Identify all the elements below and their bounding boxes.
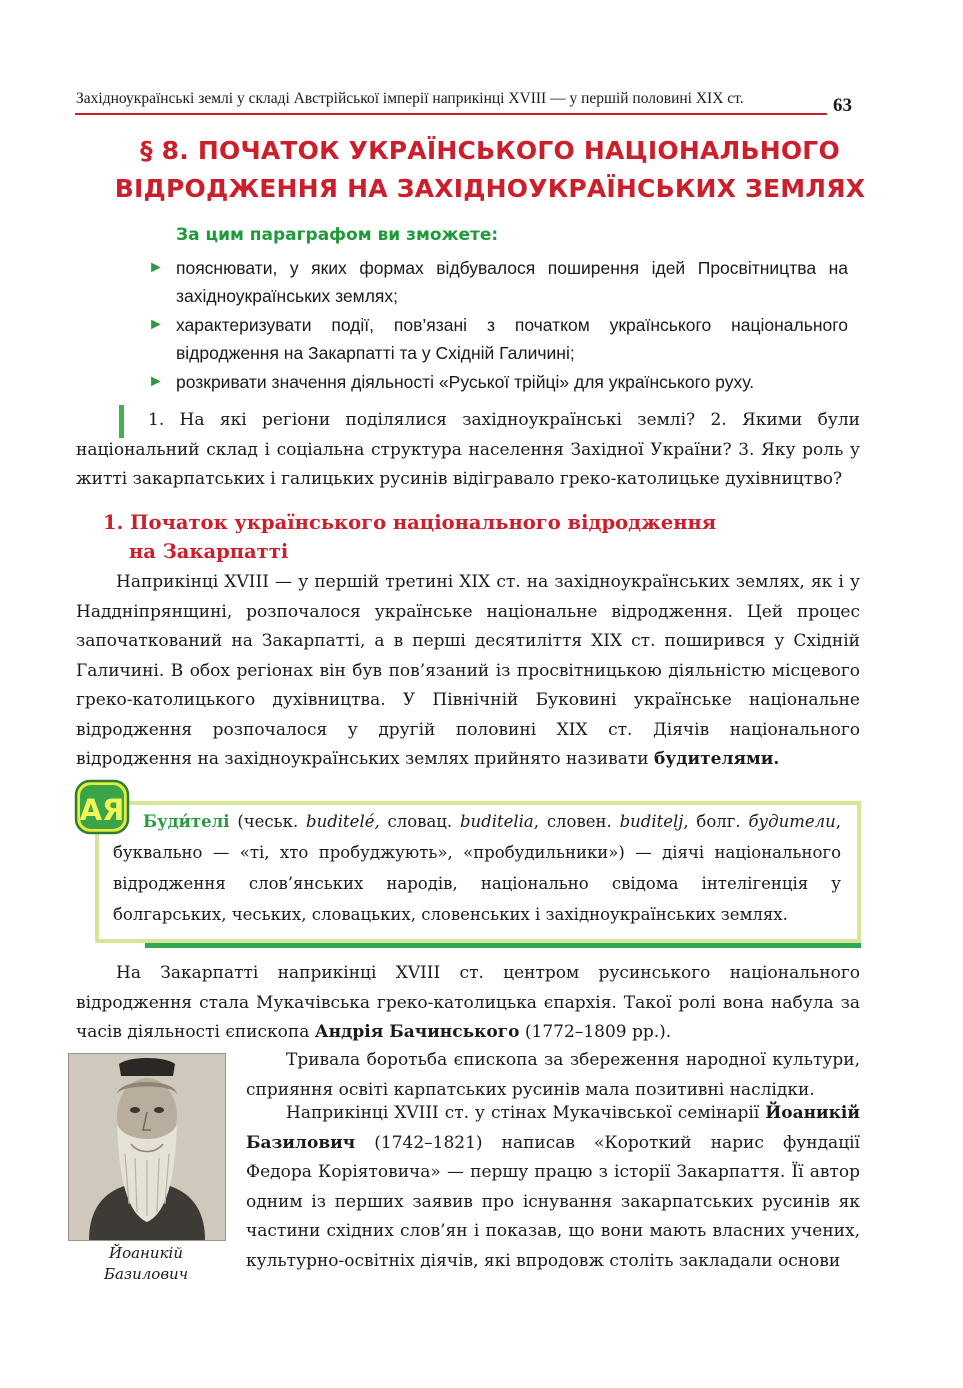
body-paragraph-3: Тривала боротьба єпископа за збереження народної культури, сприяння освіті карпатських русинів мала позитивні наслідки. [246,1050,860,1100]
triangle-bullet-icon: ► [148,259,164,276]
title-line-1: § 8. ПОЧАТОК УКРАЇНСЬКОГО НАЦІОНАЛЬНОГО [140,136,840,165]
body-paragraph-1: Наприкінці XVIII — у першій третині XIX ст. на західноукраїнських землях, як і у Наддніпрянщині, розпочалося українське національне відродження. Цей процес започаткований на Закарпатті, а в перші десятиліття XIX ст. поширився у Східній Галичині. В обох регіонах він був пов’язаний із просвітницькою діяльністю місцевого греко-католицького духівництва. У Північній Буковині українське національне відродження розпочалося у другій половині XIX ст. Діячів національного відродження на західноукраїнських землях прийнято називати будителями. [76,572,860,769]
page-title [60,132,920,208]
dictionary-badge-icon [74,779,130,835]
goal-item: ► характеризувати події, пов’язані з початком українського національного відродження на Закарпатті та у Східній Галичині; [148,311,848,367]
portrait-image [68,1053,226,1241]
portrait-engraving [69,1054,225,1240]
section-heading-line-2: на Закарпатті [129,540,289,563]
title-line-2: ВІДРОДЖЕННЯ НА ЗАХІДНОУКРАЇНСЬКИХ ЗЕМЛЯХ [114,174,866,203]
header-rule [75,113,827,115]
review-questions: 1. На які регіони поділялися західноукраїнські землі? 2. Якими були національний склад і соціальна структура населення Західної України? 3. Яку роль у житті закарпатських і галицьких русинів відігравало греко-католицьке духівництво? [76,410,860,489]
goal-item: ► пояснювати, у яких формах відбувалося поширення ідей Просвітництва на західноукраїнських землях; [148,254,848,310]
portrait-caption: Йоаникій Базилович [103,1244,189,1283]
glossary-term: Буди́телі [143,812,230,831]
glossary-definition: Буди́телі (чеськ. buditelé, словац. buditelia, словен. buditelj, болг. будители, буквально — «ті, хто пробуджують», «пробудильники») — діячі національного відродження слов’янських народів, національно свідома інтелігенція у болгарських, чеських, словацьких, словенських і західноукраїнських землях. [113,812,841,924]
body-paragraph-4: Наприкінці XVIII ст. у стінах Мукачівської семінарії Йоаникій Базилович (1742–1821) написав «Короткий нарис фундації Федора Коріятовича» — першу працю з історії Закарпаття. Її автор одним із перших заявив про існування закарпатських русинів як частини східних слов’ян і показав, що вони мають власних учених, культурно-освітніх діячів, які впродовж століть закладали основи [246,1103,860,1271]
running-header: Західноукраїнські землі у складі Австрійської імперії наприкінці XVIII — у першій половині XIX ст. [76,90,744,107]
svg-text:АЯ: АЯ [79,793,125,827]
section-heading-line-1: 1. Початок українського національного відродження [103,511,717,534]
goals-list [148,254,848,397]
section-heading [103,508,716,566]
triangle-bullet-icon: ► [148,373,164,390]
triangle-bullet-icon: ► [148,316,164,333]
goal-item: ► розкривати значення діяльності «Руської трійці» для українського руху. [148,368,848,396]
body-paragraph-2: На Закарпатті наприкінці XVIII ст. центром русинського національного відродження стала Мукачівська греко-католицька єпархія. Такої ролі вона набула за часів діяльності єпископа Андрія Бачинського (1772–1809 рр.). [76,963,860,1042]
goals-heading: За цим параграфом ви зможете: [176,225,499,245]
page-number: 63 [833,95,852,116]
